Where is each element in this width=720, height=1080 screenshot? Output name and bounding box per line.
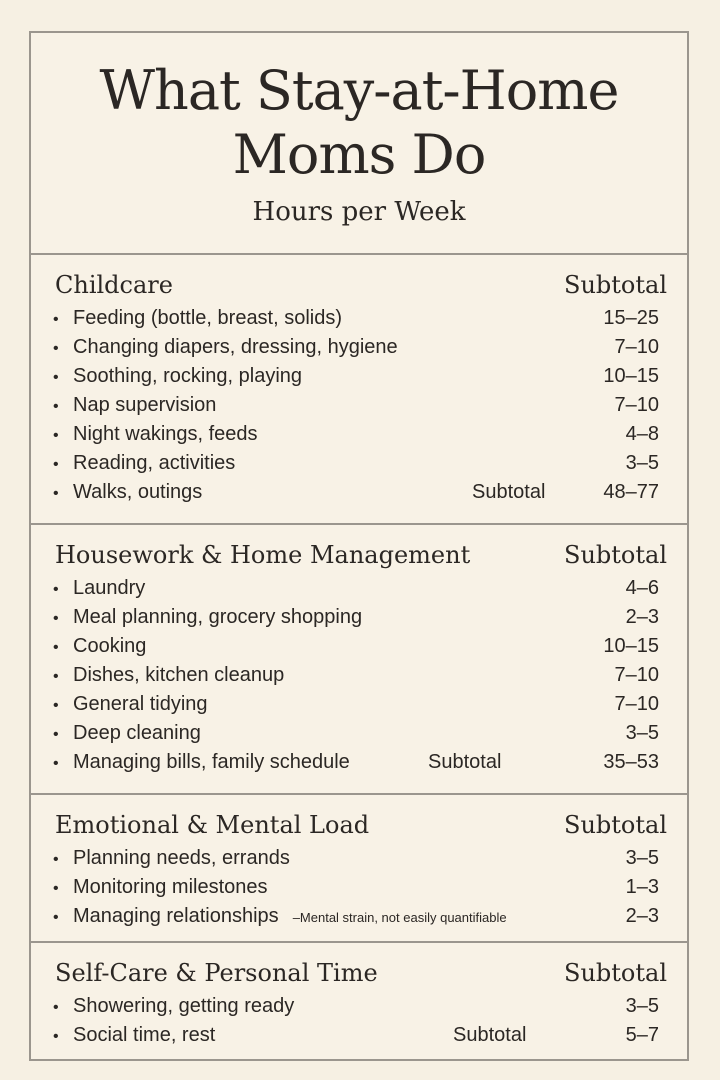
page-title <box>31 33 687 187</box>
list-item <box>53 452 659 481</box>
list-item <box>53 1024 659 1053</box>
item-label: Monitoring milestones <box>73 876 268 898</box>
item-label: Meal planning, grocery shopping <box>73 606 363 628</box>
item-hours: 2–3 <box>625 905 659 927</box>
bullet-icon: • <box>53 1028 59 1045</box>
inline-subtotal-label: Subtotal <box>428 751 502 773</box>
item-hours: 4–6 <box>625 577 659 599</box>
section-housework <box>31 525 687 795</box>
item-hours: 1–3 <box>625 876 659 898</box>
item-label: Reading, activities <box>73 452 236 474</box>
item-label: Dishes, kitchen cleanup <box>73 664 285 686</box>
bullet-icon: • <box>53 456 59 473</box>
item-label: Changing diapers, dressing, hygiene <box>73 336 398 358</box>
item-hours: 7–10 <box>614 394 659 416</box>
item-hours: 4–8 <box>625 423 659 445</box>
item-label: Laundry <box>73 577 146 599</box>
list-item <box>53 751 659 780</box>
list-item <box>53 336 659 365</box>
section-self-care <box>31 943 687 1057</box>
bullet-icon: • <box>53 755 59 772</box>
bullet-icon: • <box>53 369 59 386</box>
list-item <box>53 635 659 664</box>
item-hours: 2–3 <box>625 606 659 628</box>
item-label: Night wakings, feeds <box>73 423 258 445</box>
list-item <box>53 847 659 876</box>
bullet-icon: • <box>53 427 59 444</box>
section-subtotal-label: Subtotal <box>564 271 667 299</box>
section-subtotal-label: Subtotal <box>564 811 667 839</box>
bullet-icon: • <box>53 697 59 714</box>
section-subtotal-label: Subtotal <box>564 959 667 987</box>
bullet-icon: • <box>53 909 59 926</box>
item-hours: 7–10 <box>614 693 659 715</box>
bullet-icon: • <box>53 610 59 627</box>
item-hours: 10–15 <box>603 365 659 387</box>
list-item <box>53 394 659 423</box>
title-line-1: What Stay-at-Home <box>99 59 619 122</box>
section-subtotal-label: Subtotal <box>564 541 667 569</box>
card-header <box>31 33 687 255</box>
list-item <box>53 664 659 693</box>
list-item <box>53 693 659 722</box>
item-label: Managing relationships <box>73 905 279 927</box>
bullet-icon: • <box>53 726 59 743</box>
list-item <box>53 365 659 394</box>
bullet-icon: • <box>53 340 59 357</box>
bullet-icon: • <box>53 311 59 328</box>
item-label: Soothing, rocking, playing <box>73 365 303 387</box>
list-item <box>53 481 659 510</box>
item-label: Walks, outings <box>73 481 203 503</box>
hours-card <box>29 31 689 1061</box>
item-hours: 15–25 <box>603 307 659 329</box>
list-item <box>53 722 659 751</box>
bullet-icon: • <box>53 851 59 868</box>
section-heading: Emotional & Mental Load <box>55 811 370 839</box>
list-item <box>53 876 659 905</box>
list-item <box>53 423 659 452</box>
item-hours: 3–5 <box>625 995 659 1017</box>
bullet-icon: • <box>53 398 59 415</box>
item-label: Cooking <box>73 635 147 657</box>
bullet-icon: • <box>53 639 59 656</box>
section-emotional-load <box>31 795 687 943</box>
item-hours: 3–5 <box>625 452 659 474</box>
item-label: General tidying <box>73 693 208 715</box>
list-item <box>53 307 659 336</box>
item-note: –Mental strain, not easily quantifiable <box>292 910 507 925</box>
item-label: Nap supervision <box>73 394 217 416</box>
bullet-icon: • <box>53 999 59 1016</box>
item-hours: 5–7 <box>625 1024 659 1046</box>
bullet-icon: • <box>53 581 59 598</box>
title-line-2: Moms Do <box>232 123 486 186</box>
item-hours: 10–15 <box>603 635 659 657</box>
item-hours: 3–5 <box>625 722 659 744</box>
item-label: Showering, getting ready <box>73 995 295 1017</box>
list-item <box>53 905 659 934</box>
item-label: Feeding (bottle, breast, solids) <box>73 307 343 329</box>
item-hours: 7–10 <box>614 664 659 686</box>
list-item <box>53 995 659 1024</box>
inline-subtotal-label: Subtotal <box>453 1024 527 1046</box>
bullet-icon: • <box>53 668 59 685</box>
item-hours: 35–53 <box>603 751 659 773</box>
section-heading: Childcare <box>55 271 173 299</box>
section-heading: Self-Care & Personal Time <box>55 959 378 987</box>
list-item <box>53 606 659 635</box>
bullet-icon: • <box>53 485 59 502</box>
item-hours: 7–10 <box>614 336 659 358</box>
inline-subtotal-label: Subtotal <box>472 481 546 503</box>
item-label: Planning needs, errands <box>73 847 290 869</box>
list-item <box>53 577 659 606</box>
item-label: Deep cleaning <box>73 722 201 744</box>
item-label: Managing bills, family schedule <box>73 751 350 773</box>
section-childcare <box>31 255 687 525</box>
item-hours: 3–5 <box>625 847 659 869</box>
item-hours: 48–77 <box>603 481 659 503</box>
item-label: Social time, rest <box>73 1024 216 1046</box>
section-heading: Housework & Home Management <box>55 541 471 569</box>
page-subtitle: Hours per Week <box>252 197 466 227</box>
bullet-icon: • <box>53 880 59 897</box>
